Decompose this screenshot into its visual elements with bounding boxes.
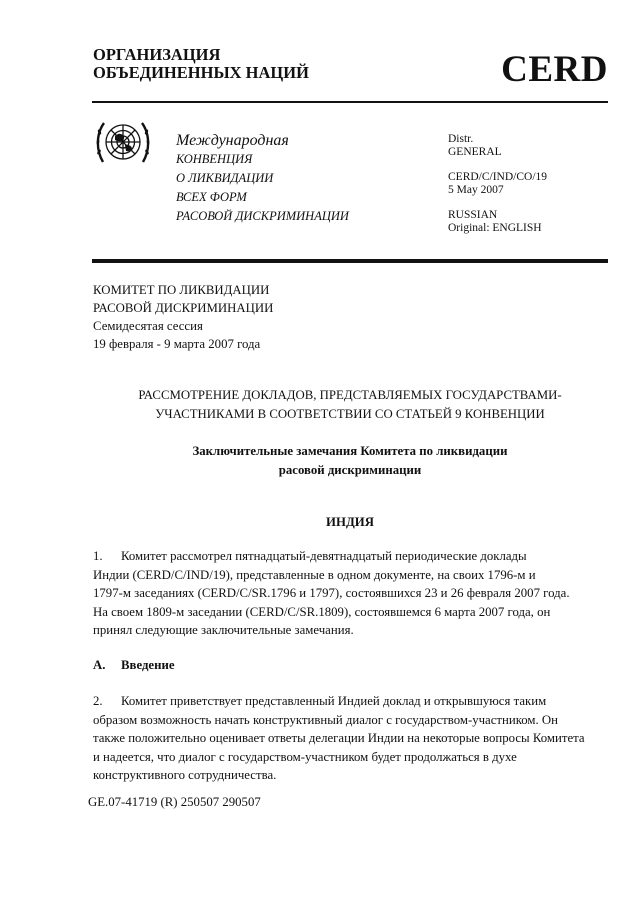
convention-line-1: Международная (176, 132, 289, 149)
section-a-letter: A. (93, 658, 106, 672)
main-heading-line-1: РАССМОТРЕНИЕ ДОКЛАДОВ, ПРЕДСТАВЛЯЕМЫХ ГОСУДАРСТВАМИ- (138, 388, 562, 402)
document-job-number: GE.07-41719 (R) 250507 290507 (88, 795, 261, 809)
org-line-1: ОРГАНИЗАЦИЯ (93, 45, 221, 64)
distribution-value: GENERAL (448, 146, 502, 158)
paragraph-2-line: конструктивного сотрудничества. (93, 768, 277, 782)
paragraph-2-line: также положительно оценивает ответы делегации Индии на некоторые вопросы Комитета (93, 731, 585, 745)
document-date: 5 May 2007 (448, 184, 504, 196)
header-bottom-rule (92, 259, 608, 263)
document-symbol: CERD/C/IND/CO/19 (448, 171, 548, 183)
un-emblem-icon (93, 112, 153, 172)
paragraph-1-line: На своем 1809-м заседании (CERD/C/SR.1809), состоявшемся 6 марта 2007 года, он (93, 604, 551, 619)
paragraph-2-number: 2. (93, 694, 103, 708)
top-rule (92, 101, 608, 103)
distribution-label: Distr. (448, 133, 474, 145)
committee-block (93, 281, 273, 353)
paragraph-2 (93, 692, 609, 785)
committee-line-1: КОМИТЕТ ПО ЛИКВИДАЦИИ (93, 283, 270, 297)
committee-line-2: РАСОВОЙ ДИСКРИМИНАЦИИ (93, 301, 274, 315)
country-title: ИНДИЯ (326, 515, 374, 529)
subheading-line-1: Заключительные замечания Комитета по ликвидации (192, 444, 508, 458)
section-a-title: Введение (121, 658, 175, 672)
original-language: Original: ENGLISH (448, 222, 542, 234)
paragraph-1-line: 1797-м заседаниях (CERD/C/SR.1796 и 1797), состоявшихся 23 и 26 февраля 2007 года. (93, 586, 570, 600)
convention-line-3: О ЛИКВИДАЦИИ (176, 171, 274, 185)
session-name: Семидесятая сессия (93, 319, 203, 333)
section-a-heading (93, 656, 175, 674)
convention-line-2: КОНВЕНЦИЯ (176, 152, 253, 166)
convention-line-4: ВСЕХ ФОРМ (176, 190, 247, 204)
paragraph-2-line: образом возможность начать конструктивный диалог с государством-участником. Он (93, 712, 558, 727)
paragraph-1-line: Индии (CERD/C/IND/19), представленные в одном документе, на своих 1796-м и (93, 567, 536, 582)
paragraph-1-number: 1. (93, 549, 103, 563)
org-line-2: ОБЪЕДИНЕННЫХ НАЦИЙ (93, 63, 309, 82)
document-series-symbol: CERD (501, 49, 608, 90)
paragraph-1-line: принял следующие заключительные замечания. (93, 623, 354, 637)
paragraph-2-line: Комитет приветствует представленный Индией доклад и открывшуюся таким (121, 694, 547, 708)
paragraph-1-line: Комитет рассмотрел пятнадцатый-девятнадцатый периодические доклады (121, 549, 527, 563)
paragraph-1 (93, 547, 609, 640)
organization-name (93, 46, 309, 82)
convention-line-5: РАСОВОЙ ДИСКРИМИНАЦИИ (176, 209, 349, 223)
document-metadata (448, 133, 547, 235)
main-heading-line-2: УЧАСТНИКАМИ В СООТВЕТСТВИИ СО СТАТЬЕЙ 9 КОНВЕНЦИИ (155, 407, 545, 421)
subheading (92, 442, 608, 480)
document-language: RUSSIAN (448, 209, 498, 221)
session-dates: 19 февраля - 9 марта 2007 года (93, 337, 261, 351)
main-heading (92, 386, 608, 424)
paragraph-2-line: и надеется, что диалог с государством-участником будет продолжаться в духе (93, 749, 517, 764)
convention-title (176, 131, 349, 226)
subheading-line-2: расовой дискриминации (278, 463, 422, 477)
